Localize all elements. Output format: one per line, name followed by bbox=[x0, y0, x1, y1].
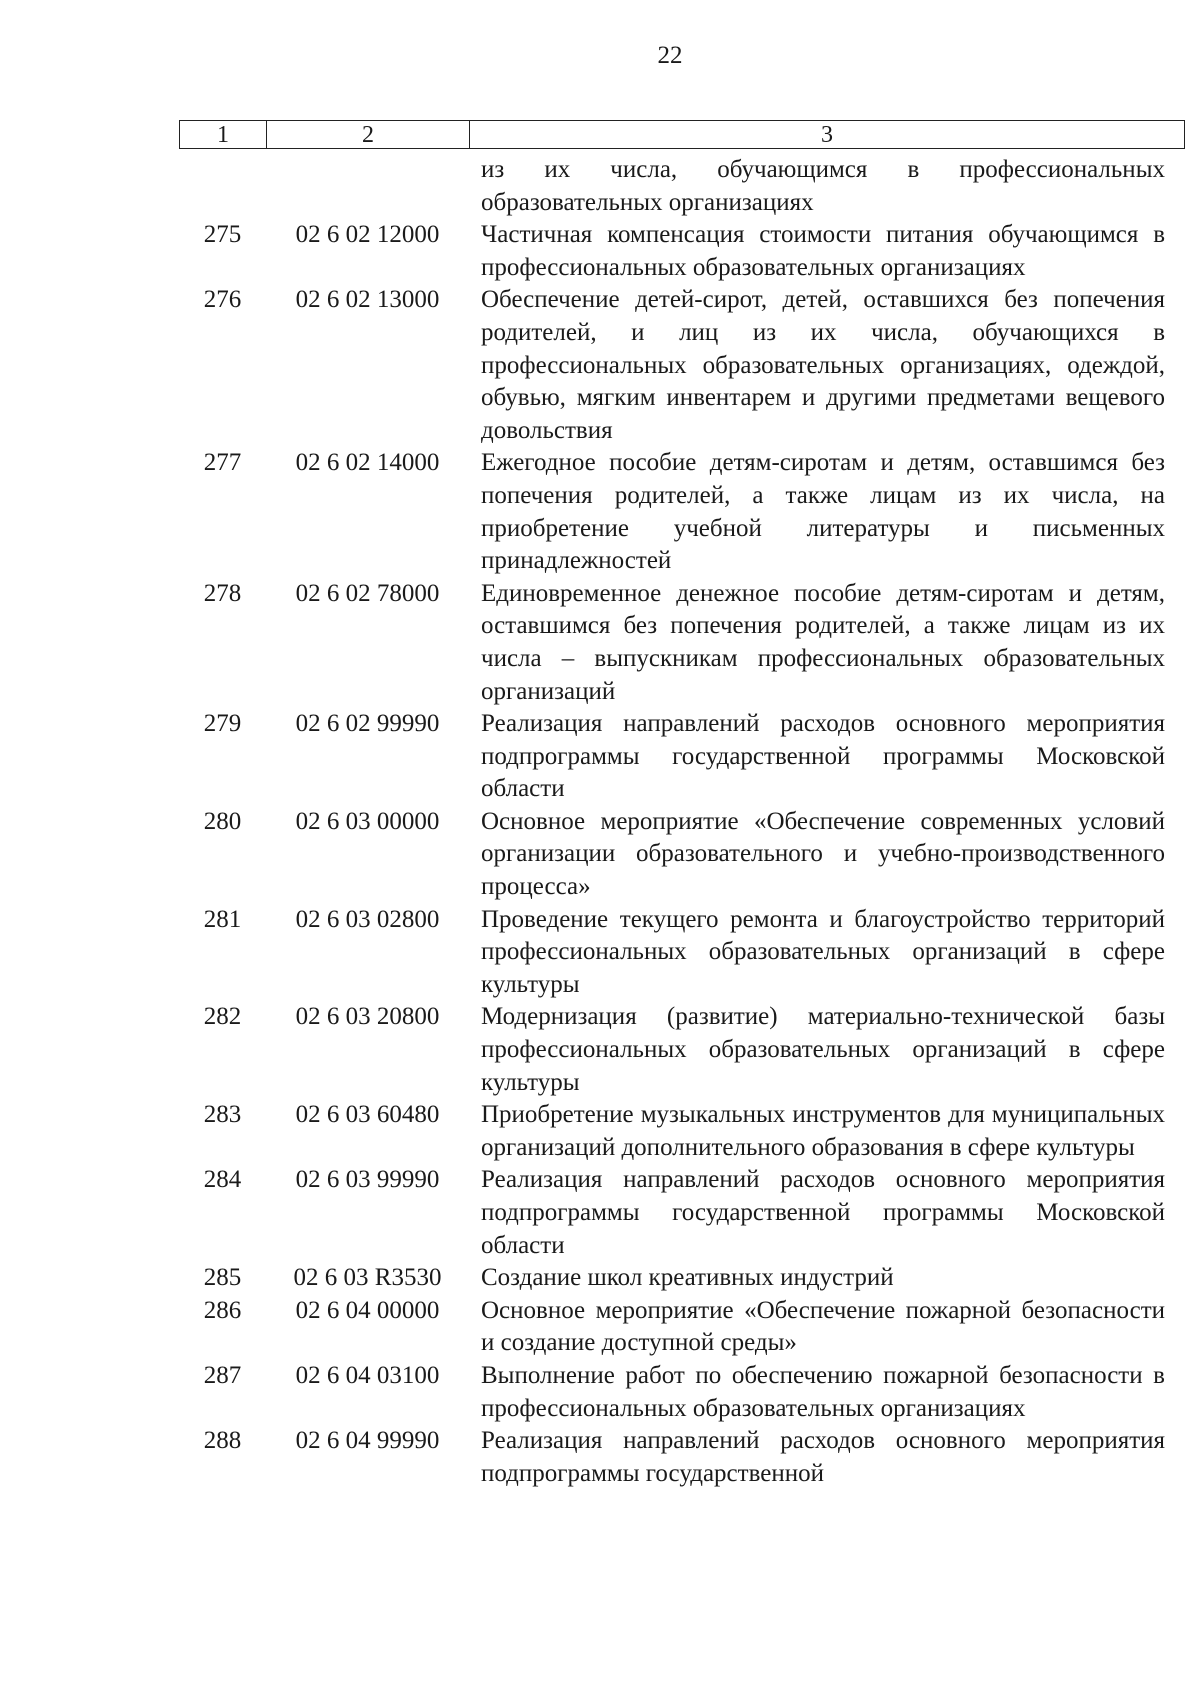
row-number: 276 bbox=[203, 286, 242, 314]
row-description: Основное мероприятие «Обеспечение пожарной безопасности и создание доступной среды» bbox=[481, 1296, 1165, 1357]
header-col-2: 2 bbox=[267, 121, 470, 148]
row-number: 280 bbox=[203, 807, 242, 835]
page-number: 22 bbox=[657, 42, 683, 69]
table-body bbox=[179, 154, 1185, 1490]
table-row bbox=[179, 1099, 1185, 1164]
row-code: 02 6 02 12000 bbox=[295, 221, 440, 249]
row-description: Обеспечение детей-сирот, детей, оставшихся без попечения родителей, и лиц из их числа, обучающихся в профессиональных образовательных организациях, одеждой, обувью, мягким инвентарем и другими предметами вещевого довольствия bbox=[481, 286, 1165, 444]
row-description: Частичная компенсация стоимости питания обучающимся в профессиональных образовательных организациях bbox=[481, 221, 1165, 281]
table-row bbox=[179, 806, 1185, 904]
row-description: из их числа, обучающимся в профессиональных образовательных организациях bbox=[481, 156, 1165, 216]
row-number: 279 bbox=[203, 710, 242, 738]
row-description: Создание школ креативных индустрий bbox=[481, 1264, 894, 1292]
row-number: 275 bbox=[203, 221, 242, 249]
table-row bbox=[179, 154, 1185, 219]
row-code: 02 6 03 99990 bbox=[295, 1166, 440, 1194]
header-col-1: 1 bbox=[180, 121, 267, 148]
table-row bbox=[179, 1001, 1185, 1099]
table-row bbox=[179, 904, 1185, 1002]
row-description: Модернизация (развитие) материально-технической базы профессиональных образовательных организаций в сфере культуры bbox=[481, 1003, 1165, 1096]
row-code: 02 6 03 00000 bbox=[295, 807, 440, 835]
row-code: 02 6 02 13000 bbox=[295, 286, 440, 314]
row-number: 284 bbox=[203, 1166, 242, 1194]
row-number: 288 bbox=[203, 1427, 242, 1455]
table-row bbox=[179, 1360, 1185, 1425]
row-code bbox=[266, 154, 469, 219]
row-number bbox=[179, 154, 266, 219]
row-description: Основное мероприятие «Обеспечение современных условий организации образовательного и учебно-производственного процесса» bbox=[481, 807, 1165, 901]
header-col-3: 3 bbox=[821, 121, 833, 148]
row-number: 287 bbox=[203, 1361, 242, 1389]
row-number: 285 bbox=[203, 1264, 242, 1292]
table-row bbox=[179, 1164, 1185, 1262]
row-code: 02 6 02 78000 bbox=[295, 579, 440, 607]
row-description: Ежегодное пособие детям-сиротам и детям, оставшимся без попечения родителей, а также лицам из их числа, на приобретение учебной литературы и письменных принадлежностей bbox=[481, 449, 1165, 575]
row-code: 02 6 04 00000 bbox=[295, 1296, 440, 1324]
row-code: 02 6 04 03100 bbox=[295, 1361, 440, 1389]
row-description: Реализация направлений расходов основного мероприятия подпрограммы государственной программы Московской области bbox=[481, 1166, 1165, 1259]
row-number: 277 bbox=[203, 449, 242, 477]
table-row bbox=[179, 1295, 1185, 1360]
row-description: Реализация направлений расходов основного мероприятия подпрограммы государственной программы Московской области bbox=[481, 710, 1165, 803]
table-row bbox=[179, 578, 1185, 708]
row-code: 02 6 04 99990 bbox=[295, 1427, 440, 1455]
row-description: Проведение текущего ремонта и благоустройство территорий профессиональных образовательных организаций в сфере культуры bbox=[481, 905, 1165, 998]
table-row bbox=[179, 1262, 1185, 1295]
row-description: Единовременное денежное пособие детям-сиротам и детям, оставшимся без попечения родителей, а также лицам из их числа – выпускникам профессиональных образовательных организаций bbox=[481, 579, 1165, 705]
row-number: 286 bbox=[203, 1296, 242, 1324]
table-row bbox=[179, 708, 1185, 806]
row-code: 02 6 03 02800 bbox=[295, 905, 440, 933]
table-row bbox=[179, 284, 1185, 447]
row-number: 282 bbox=[203, 1003, 242, 1031]
row-code: 02 6 03 R3530 bbox=[293, 1264, 442, 1292]
row-code: 02 6 02 99990 bbox=[295, 710, 440, 738]
table-row bbox=[179, 1425, 1185, 1490]
table-header bbox=[179, 120, 1185, 149]
row-description: Выполнение работ по обеспечению пожарной безопасности в профессиональных образовательных организациях bbox=[481, 1361, 1165, 1422]
row-number: 281 bbox=[203, 905, 242, 933]
row-code: 02 6 03 20800 bbox=[295, 1003, 440, 1031]
row-number: 283 bbox=[203, 1101, 242, 1129]
row-code: 02 6 03 60480 bbox=[295, 1101, 440, 1129]
table-row bbox=[179, 447, 1185, 577]
row-description: Приобретение музыкальных инструментов для муниципальных организаций дополнительного образования в сфере культуры bbox=[481, 1101, 1165, 1161]
row-code: 02 6 02 14000 bbox=[295, 449, 440, 477]
row-number: 278 bbox=[203, 579, 242, 607]
row-description: Реализация направлений расходов основного мероприятия подпрограммы государственной bbox=[481, 1427, 1165, 1487]
table-row bbox=[179, 219, 1185, 284]
